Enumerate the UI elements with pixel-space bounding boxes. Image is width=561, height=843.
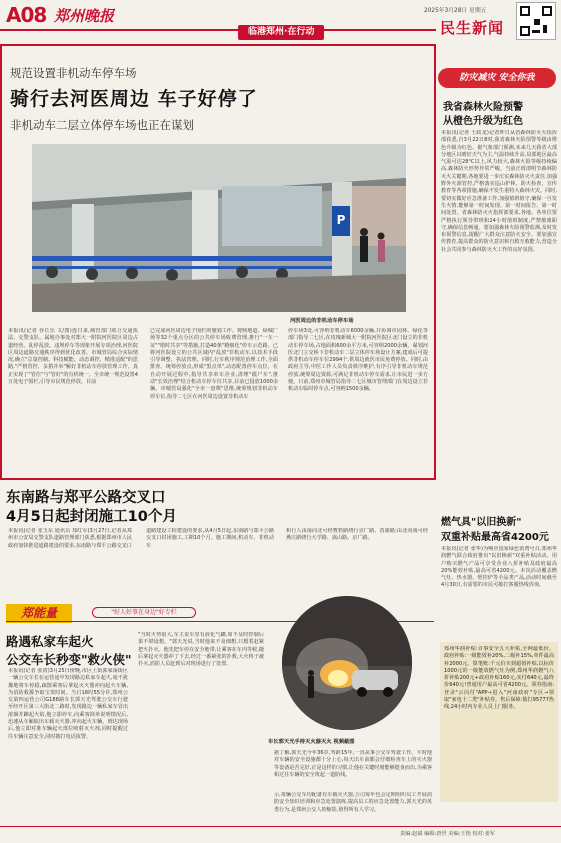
fire-photo-caption: 车长郭天光手持灭火器灭火 视频截图 [268, 739, 355, 745]
main-body-col3: 停车场3处,可容纳非机动车6000余辆,并协调市园林、绿化等部门指导二七区,在玫瑰新城大一附院河医院区北门设立的非机动车停车场,占地面积600余平方米,可容纳2000余辆。谋划河医北门立交桥下非机动车二层立体停车场设计方案,建成后可提供非机动车停车位2994个,供周边就医市民免费停放。同时,由政府主导,中医工作人员负责秩序维护,有序引导非机动车规范停放,统筹周边资源,可满足非机动车停车需求,让市民进一步方便。日前,郑州市城管局指导二七区城市管理部门在周边设立非机动车临时停车点,可容纳1500余辆。 [288, 328, 428, 393]
fire-body-col1: 本报讯(记者 张倩)3月25日傍晚,市区上街郭家荡街区一辆公交车长在运营途中发现路边私家车起火,毫不犹豫地将车停稳,疏散乘客后拿起灭火器冲向起火车辆,为消防救援争取宝贵时间。当日18时55分许,郑州公交第四运营公司G188路车长郭天光驾驶公交车行驶至经开区第三大街北二路时,发现路边一辆私家车冒出浓烟并蹿起火焰,他立即停车,向乘客简单说明情况后,迅速从车厢取出车载灭火器,冲向起火车辆。到达现场后,他立即对准车辆起火部位喷射灭火剂,同时提醒过往车辆注意安全,同时拨打电话报警。 [8, 668, 128, 740]
main-body-col2: 已完成河医周边电子围栏的施划工作。将熙地道、绿城广场等32个重点分区的公共停车场收费管理,推行"一车一证""错时共享"等措施,打造40条"精细化"停车示范路。已将河医院设立的公共区域内"乱放"非机动车,以技术手段引导调整、执法管理。同时,行车秩序规范治理工作,全面排查、统筹停放点,形成"黑点单",动态配置停车点位。在自动开展过程中,指导共享单车企业,清理"僵尸车",推动"长效治理"结合机动车停车位共享,目前已投放1000余辆。市城管局强化"全市一盘棋"思维,统筹规划非机动车停车位,指导二七区在河医周边设置非机动车 [150, 328, 278, 400]
editor-credits: 责编:赵斌 编辑:唐世 美编:王艳 校对:姜军 [400, 831, 495, 837]
fire-body-col4: 示,每辆公交车均配备有车载灭火器,公司每年也会定期组织员工开展消防安全知识培训和应急处置演练,提高员工的应急处置能力,郭天光的英勇行为,是郑州公交人的缩影,值得所有人学习。 [274, 792, 432, 813]
footer-divider [0, 826, 561, 827]
gas-headline-2: 双重补贴最高省4200元 [441, 532, 549, 543]
forest-headline-1: 我省森林火险预警 [443, 102, 523, 113]
fire-headline-1: 路遇私家车起火 [6, 634, 94, 649]
main-body-col1: 本报讯(记者 谷长乐 文/图)连日来,城管部门联合交通执法、交警支队、属地办事处对郑大一附院河医院区周边占道经营、乱停乱放、违规停车等现象开展专项治理,河医院区周边道路交通秩序得到优化改善。市城管局综合实际情况,确立"总量控制、科技赋能、动态调控、精准适配"的思路,"严格管控、多措并举"解好非机动车停放管理工作。真正实现了"管住"与"管好"的有机统一。全市统一规范设置4万处电子围栏,引导市民规范停放。目前 [8, 328, 138, 386]
road-body-col1: 本报讯(记者 张玉东 通讯员 郑红军)3月27日,记者从郑州市公安局交警支队道路管理部门获悉,根据郑州市人民政府加快推进道路建设的要求,东南路与郑平公路交叉口 [8, 528, 132, 549]
issue-date: 2025年3月28日 星期五 [424, 8, 487, 14]
bike-parking-photo [32, 144, 406, 312]
main-headline: 骑行去河医周边 车子好停了 [10, 88, 258, 110]
fire-body-col2: "当时火势很大,车主说车里有液化气罐,如不及时控制后果不堪设想。"郭天光说,当时他来不及细想,只想着赶紧把火扑灭。他先把车停在安全地带,让乘客在车内等候,随后拿起灭火器冲了下去,经过一番紧张的扑救,大火终于被扑灭,消防人员赶到后对现场进行了处置。 [138, 632, 264, 668]
fire-body-col3: 据了解,郭天光今年36岁,驾龄15年,一直从事公交车驾驶工作。平时他对车辆的安全设施都十分上心,每天出车前都会仔细检查车上的灭火器等设备是否完好,正是这样的习惯,让他在关键时刻能够挺身而出,为乘客和过往车辆的安全筑起一道防线。 [274, 750, 432, 778]
gas-body: 本报讯(记者 张华)为响应国家绿色消费号召,郑州华润燃气联合政府推出"以旧换新"双重补贴活动。用户购买燃气产品可享受企业八折补贴及政府最高20%能效补贴,最高可省4200元。本次活动覆盖燃气灶、热水器、壁挂炉等全品类产品,活动时间截至4月30日,有需要的市民可拨打客服热线咨询。 [441, 546, 557, 589]
main-subhead: 非机动车二层立体停车场也正在谋划 [10, 118, 194, 132]
road-headline-1: 东南路与郑平公路交叉口 [6, 490, 166, 506]
forest-headline-2: 从橙色升级为红色 [443, 116, 523, 127]
page-number: A08 [6, 3, 47, 27]
main-photo-caption: 河医周边的非机动车停车场 [290, 318, 354, 324]
paper-name: 郑州晚报 [54, 7, 115, 25]
slogan-banner: 临港郑州·在行动 [238, 25, 324, 40]
forest-body: 本报讯(记者 王政龙)记者昨日从省森林防灭火指挥部获悉,自3月22日8时,我省森林火险预警等级由橙色升级为红色。据气象部门预测,未来几天我省大部分地区以晴好天气为主,气温持续升高,局部地区最高气温可达28℃以上,风力较大,森林火险等级持续偏高,森林防火形势异常严峻。当前正值清明节森林防灭火关键期,各地要进一步压实森林防灭火责任,加强野外火源管控,严格落实巡山护林、防火检查、宣传教育等各项措施,确保不发生重特大森林火灾。同时,要切实做好应急准备工作,加强值班值守,确保一旦发生火情,能够第一时间发现、第一时间报告、第一时间处置。省森林防灭火指挥部要求,各地、各单位要严格执行领导带班和24小时值班制度,严禁擅离职守,确保信息畅通。要加强森林火险预警监测,及时发布预警信息,提醒广大群众注意防火安全。要加强宣传教育,提高群众的防火意识和自救互救能力,营造全社会共同参与森林防灭火工作的良好氛围。 [441, 130, 557, 253]
road-headline-2: 4月5日起封闭施工10个月 [6, 509, 177, 525]
main-kicker: 规范设置非机动车停车场 [10, 66, 137, 80]
gas-headline-1: 燃气具"以旧换新" [441, 517, 522, 528]
car-fire-photo [282, 596, 412, 730]
praise-column-subtag: "好人好事在身边"好专栏 [92, 607, 196, 618]
safety-banner: 防灾减灾 安全你我 [438, 68, 556, 88]
section-title: 民生新闻 [440, 19, 505, 37]
subsidy-info-text: 郑州华润补贴:百事安全五大补贴,全网最低价。政府补贴:一级能效补20%,二级补15%,单件最高补2000元。算笔账:千元价买到超值补贴,以标价1000元的一级能效燃气灶为例,郑州华润燃气八折补贴200元+政府补贴160元,实付640元,最终价640元!普通用户最高可省4200元。领券指南:登录"云闪付"APP→进入"河南政府"专区→领取"家电十二类"补贴券。售后保障:拨打95777热线,24小时内专业人员上门服务。 [444, 646, 554, 711]
svg-text:P: P [336, 213, 346, 227]
praise-column-tag: 郑能量 [6, 604, 72, 623]
fire-headline-2: 公交车长秒变"救火侠" [6, 652, 132, 667]
road-body-col3: 和行人由南向北可经曹砦路绕行京广路、菖蒲路;由北向南可经燕庄路绕行大学路、嵩山路、京广路。 [286, 528, 428, 542]
qr-code-icon [516, 2, 556, 40]
header-divider [0, 29, 436, 31]
road-body-col2: 道路建设工程建设的要求,从4月5日起,东南路与郑平公路交叉口封闭施工,工期10个月。施工期间,机动车、非机动车 [146, 528, 274, 549]
